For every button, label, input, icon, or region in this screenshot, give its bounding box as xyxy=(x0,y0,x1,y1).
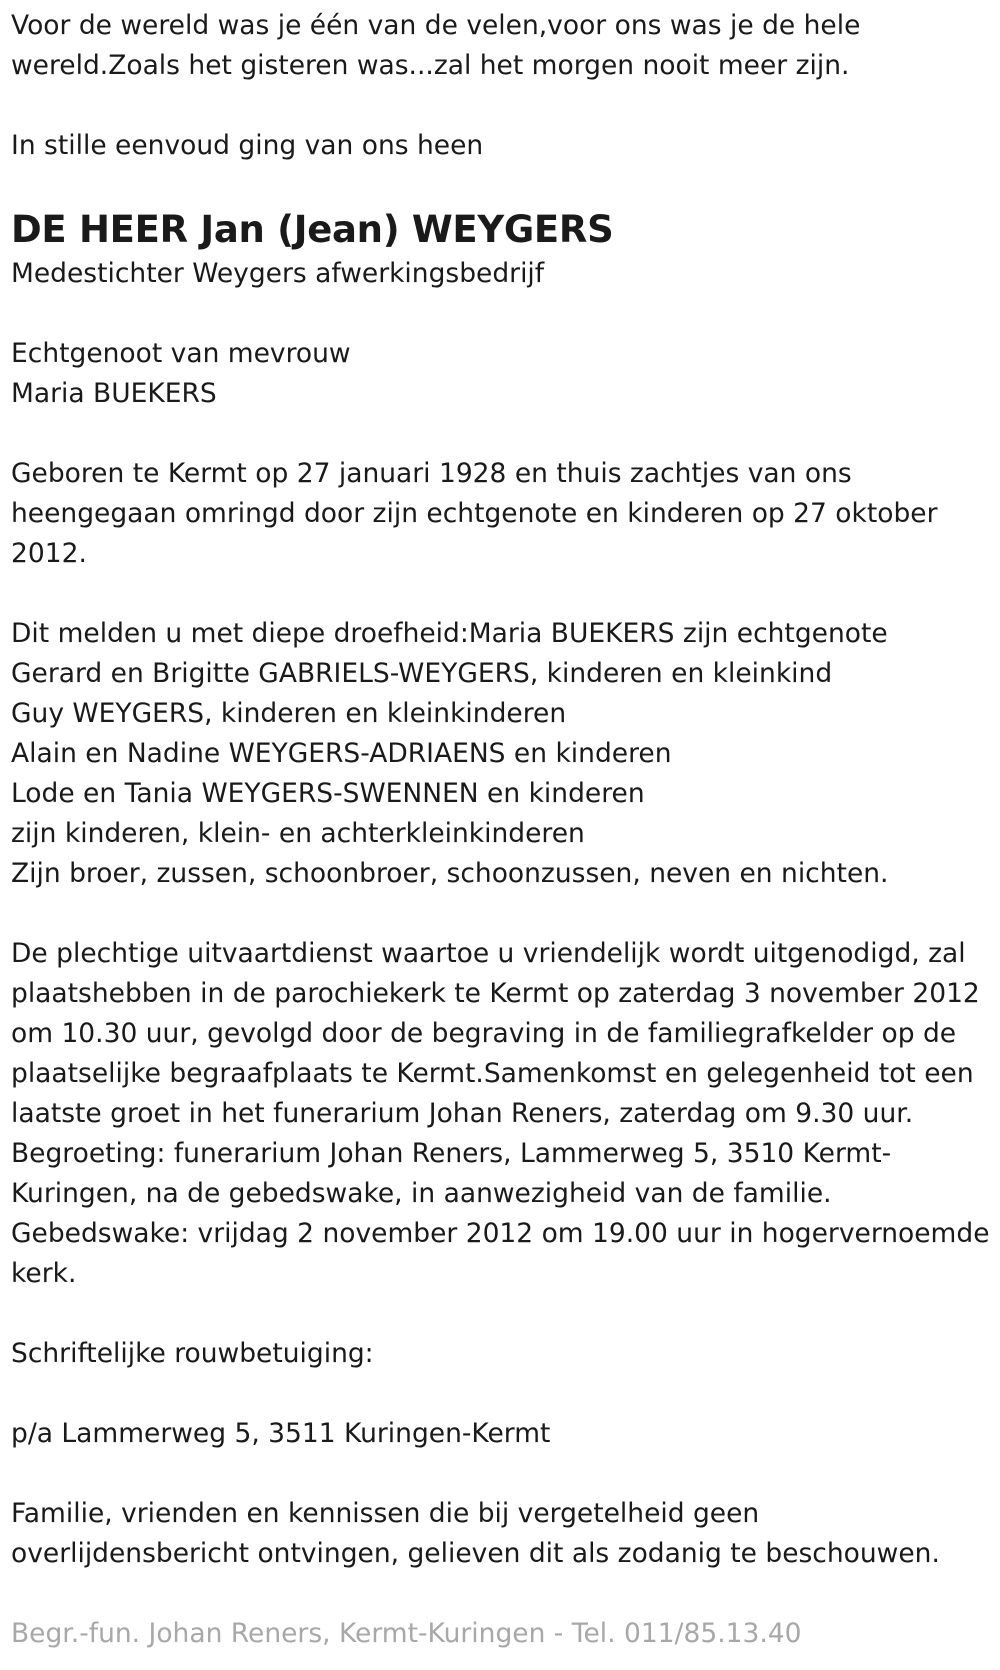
condolence-address: p/a Lammerweg 5, 3511 Kuringen-Kermt xyxy=(11,1418,551,1449)
birth-death-line-2: heengegaan omringd door zijn echtgenote en kinderen op 27 oktober xyxy=(11,498,938,529)
funeral-home-footer: Begr.-fun. Johan Reners, Kermt-Kuringen - Tel. 011/85.13.40 xyxy=(11,1618,802,1649)
birth-death-section xyxy=(11,454,991,574)
family-line: Alain en Nadine WEYGERS-ADRIAENS en kinderen xyxy=(11,738,672,769)
notice-section xyxy=(11,1494,991,1574)
intro-text: In stille eenvoud ging van ons heen xyxy=(11,130,484,161)
service-line: Kuringen, na de gebedswake, in aanwezigheid van de familie. xyxy=(11,1178,832,1209)
family-line: Dit melden u met diepe droefheid:Maria BUEKERS zijn echtgenote xyxy=(11,618,888,649)
service-line: De plechtige uitvaartdienst waartoe u vriendelijk wordt uitgenodigd, zal xyxy=(11,938,966,969)
quote-line-2: wereld.Zoals het gisteren was...zal het morgen nooit meer zijn. xyxy=(11,50,850,81)
family-line: zijn kinderen, klein- en achterkleinkinderen xyxy=(11,818,585,849)
birth-death-line-1: Geboren te Kermt op 27 januari 1928 en thuis zachtjes van ons xyxy=(11,458,852,489)
family-line: Gerard en Brigitte GABRIELS-WEYGERS, kinderen en kleinkind xyxy=(11,658,833,689)
service-line: laatste groet in het funerarium Johan Reners, zaterdag om 9.30 uur. xyxy=(11,1098,914,1129)
service-line: kerk. xyxy=(11,1258,77,1289)
quote-line-1: Voor de wereld was je één van de velen,voor ons was je de hele xyxy=(11,10,861,41)
obituary-document xyxy=(11,0,991,1654)
deceased-title: Medestichter Weygers afwerkingsbedrijf xyxy=(11,258,545,289)
service-line: om 10.30 uur, gevolgd door de begraving in de familiegrafkelder op de xyxy=(11,1018,957,1049)
spouse-section xyxy=(11,334,991,414)
condolence-label: Schriftelijke rouwbetuiging: xyxy=(11,1338,374,1369)
spouse-line-1: Echtgenoot van mevrouw xyxy=(11,338,351,369)
notice-line-2: overlijdensbericht ontvingen, gelieven dit als zodanig te beschouwen. xyxy=(11,1538,940,1569)
spouse-line-2: Maria BUEKERS xyxy=(11,378,217,409)
service-line: plaatshebben in de parochiekerk te Kermt op zaterdag 3 november 2012 xyxy=(11,978,980,1009)
birth-death-line-3: 2012. xyxy=(11,538,87,569)
service-section xyxy=(11,934,991,1294)
family-line: Lode en Tania WEYGERS-SWENNEN en kinderen xyxy=(11,778,645,809)
service-line: Begroeting: funerarium Johan Reners, Lammerweg 5, 3510 Kermt- xyxy=(11,1138,892,1169)
family-section xyxy=(11,614,991,894)
family-line: Zijn broer, zussen, schoonbroer, schoonzussen, neven en nichten. xyxy=(11,858,889,889)
service-line: plaatselijke begraafplaats te Kermt.Samenkomst en gelegenheid tot een xyxy=(11,1058,974,1089)
deceased-name: DE HEER Jan (Jean) WEYGERS xyxy=(11,208,614,251)
notice-line-1: Familie, vrienden en kennissen die bij vergetelheid geen xyxy=(11,1498,760,1529)
opening-quote xyxy=(11,0,991,86)
service-line: Gebedswake: vrijdag 2 november 2012 om 19.00 uur in hogervernoemde xyxy=(11,1218,990,1249)
family-line: Guy WEYGERS, kinderen en kleinkinderen xyxy=(11,698,567,729)
